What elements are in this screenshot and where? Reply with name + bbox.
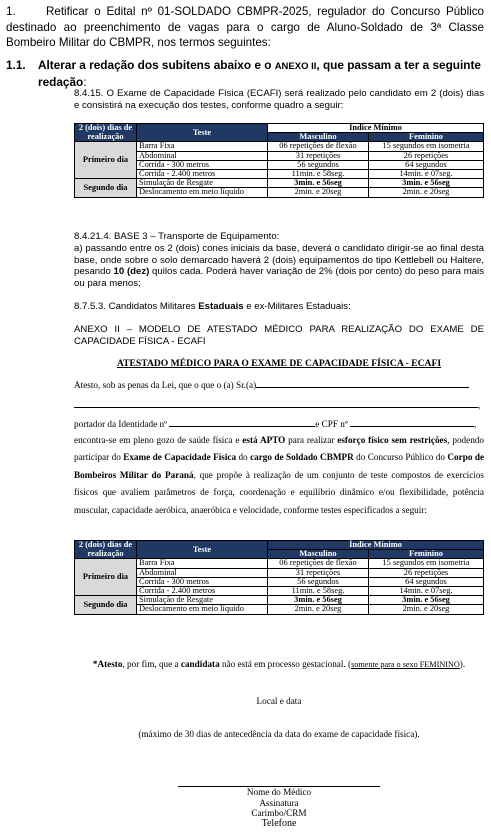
test-name: Barra Fixa — [137, 142, 268, 151]
male-value: 3min. e 56seg — [268, 596, 369, 605]
item-body: a) passando entre os 2 (dois) cones iniciais da base, deverá o candidato dirigir-se ao final desta base, onde sobre o solo demarcado haverá 2 (dois) equipamentos do tipo Kettlebell ou Haltere, pesando — [74, 242, 484, 278]
male-value: 3min. e 56seg — [268, 179, 369, 188]
day-1-label: Primeiro dia — [75, 142, 137, 179]
test-name: Corrida - 2.400 metros — [137, 170, 268, 179]
atestado-body — [74, 432, 484, 519]
paragraph-1 — [6, 4, 484, 51]
cpf-blank — [350, 417, 477, 429]
female-value: 64 segundos — [369, 577, 484, 586]
atestado-heading: ATESTADO MÉDICO PARA O EXAME DE CAPACIDADE FÍSICA - ECAFI — [116, 358, 442, 369]
female-value: 14min. e 07seg. — [369, 587, 484, 596]
test-name: Deslocamento em meio líquido — [137, 188, 268, 197]
section-1-1 — [6, 58, 484, 90]
comma: , — [478, 400, 481, 410]
section-text-c: : — [83, 74, 87, 89]
gestational-note — [74, 657, 484, 673]
atestado-line-1 — [74, 378, 484, 394]
item-title: 8.4.21.4. BASE 3 – Transporte de Equipamento: — [74, 231, 280, 242]
section-anexo: ANEXO II — [274, 61, 317, 72]
day-2-label: Segundo dia — [75, 596, 137, 614]
female-value: 2min. e 20seg — [369, 605, 484, 614]
identity-blank — [169, 417, 315, 427]
item-8-7-5-3 — [74, 301, 484, 313]
male-value: 56 segundos — [268, 160, 369, 169]
header-days: 2 (dois) dias de realização — [75, 124, 137, 142]
test-name: Corrida - 2.400 metros — [137, 587, 268, 596]
header-index: Índice Mínimo — [268, 124, 484, 133]
test-name: Corrida - 300 metros — [137, 160, 268, 169]
note-underline: somente para o sexo FEMININO — [351, 660, 460, 669]
section-text-a: Alterar a redação dos subitens abaixo e o — [38, 58, 275, 72]
cpf-label: e CPF nº — [315, 419, 348, 429]
section-text-b: , que passam a ter a seguinte redação — [38, 58, 481, 89]
female-value: 15 segundos em isometria — [369, 559, 484, 568]
doctor-name-label: Nome do Médico — [246, 787, 312, 797]
test-name: Abdominal — [137, 568, 268, 577]
male-value: 2min. e 20seg — [268, 605, 369, 614]
header-test: Teste — [137, 541, 268, 559]
body-text: , que propõe à realização de um conjunto de teste compostos de exercícios físicos que avaliem parâmetros de força, coordenação e equilíbrio dinâmico e/ou flexibilidade, potência muscular, capacidade aeróbica, anaeróbica e velocidade, conforme testes especificados a seguir: — [74, 469, 485, 515]
anexo-title: ANEXO II – MODELO DE ATESTADO MÉDICO PARA REALIZAÇÃO DO EXAME DE CAPACIDADE FÍSICA - ECAFI — [74, 324, 484, 347]
female-value: 15 segundos em isometria — [369, 142, 484, 151]
note-bold-candidata: candidata — [180, 659, 220, 669]
atestado-line-2 — [74, 398, 484, 414]
identity-label: portador da Identidade nº — [74, 419, 167, 429]
name-blank-line — [256, 378, 469, 388]
comma: , — [473, 419, 477, 429]
test-name: Deslocamento em meio líquido — [137, 605, 268, 614]
note-text: , por fim, que a — [122, 659, 181, 669]
capacity-table-2 — [74, 540, 484, 615]
section-number: 1.1. — [6, 58, 26, 72]
female-value: 14min. e 07seg. — [369, 170, 484, 179]
note-text: ). — [459, 659, 466, 669]
item-body-bold: 10 (dez) — [113, 266, 150, 278]
test-name: Barra Fixa — [137, 559, 268, 568]
paragraph-number: 1. — [6, 5, 16, 18]
body-bold-corpo: Corpo de Bombeiros Militar do Paraná — [74, 452, 485, 480]
body-bold-cargo: cargo de Soldado CBMPR — [250, 452, 354, 463]
note-bold-atesto: *Atesto — [92, 659, 123, 669]
header-male: Masculino — [268, 133, 369, 142]
female-value: 64 segundos — [369, 160, 484, 169]
item-8-4-21-4 — [74, 231, 484, 290]
body-text: , podendo participar do — [74, 435, 485, 463]
male-value: 11min. e 58seg. — [268, 587, 369, 596]
test-name: Simulação de Resgate — [137, 179, 268, 188]
male-value: 06 repetições de flexão — [268, 142, 369, 151]
item-text-bold: Estaduais — [198, 301, 244, 312]
female-value: 3min. e 56seg — [369, 179, 484, 188]
item-8-4-15: 8.4.15. O Exame de Capacidade Física (ECAFI) será realizado pelo candidato em 2 (dois) dias e consistirá na execução dos testes, conforme quadro a seguir: — [74, 88, 484, 111]
item-text-end: e ex-Militares Estaduais: — [243, 301, 351, 312]
body-text: encontra-se em pleno gozo de saúde física e — [74, 435, 243, 445]
body-bold-apto: está APTO — [242, 435, 286, 445]
female-value: 26 repetições — [369, 568, 484, 577]
item-text: 8.7.5.3. Candidatos Militares — [74, 301, 199, 312]
header-female: Feminino — [369, 133, 484, 142]
female-value: 3min. e 56seg — [369, 596, 484, 605]
atestado-line-3 — [74, 417, 484, 433]
local-date: Local e data — [256, 696, 302, 706]
header-test: Teste — [137, 124, 268, 142]
note-text: não está em processo gestacional. ( — [219, 659, 352, 669]
test-name: Corrida - 300 metros — [137, 577, 268, 586]
signature-label: Assinatura — [259, 797, 299, 808]
atestado-text: Atesto, sob as penas da Lei, que o que o (a) Sr.(a) — [74, 380, 257, 390]
male-value: 11min. e 58seg. — [268, 170, 369, 179]
phone-label: Telefone — [261, 817, 297, 829]
paragraph-text: Retificar o Edital nº 01-SOLDADO CBMPR-2025, regulador do Concurso Público destinado ao preenchimento de vagas para o cargo de Aluno-Soldado de 3ª Classe Bombeiro Militar do CBMPR, nos termos seguintes: — [6, 5, 484, 50]
name-blank-line-2 — [74, 398, 481, 410]
test-name: Abdominal — [137, 151, 268, 160]
max-days-note: (máximo de 30 dias de antecedência da data do exame de capacidade física). — [138, 729, 420, 739]
body-bold-esforco: esforço físico sem restrições — [337, 435, 448, 445]
male-value: 56 segundos — [268, 577, 369, 586]
male-value: 06 repetições de flexão — [268, 559, 369, 568]
day-2-label: Segundo dia — [75, 179, 137, 197]
stamp-crm-label: Carimbo/CRM — [251, 808, 307, 819]
capacity-table-1 — [74, 123, 484, 198]
male-value: 2min. e 20seg — [268, 188, 369, 197]
header-days: 2 (dois) dias de realização — [75, 541, 137, 559]
body-bold-exame: Exame de Capacidade Física — [123, 452, 237, 463]
header-index: Índice Mínimo — [268, 541, 484, 550]
male-value: 31 repetições — [268, 568, 369, 577]
header-male: Masculino — [268, 550, 369, 559]
test-name: Simulação de Resgate — [137, 596, 268, 605]
body-text: do Concurso Público do — [353, 452, 448, 463]
body-text: para realizar — [285, 435, 338, 445]
male-value: 31 repetições — [268, 151, 369, 160]
female-value: 26 repetições — [369, 151, 484, 160]
body-text: do — [236, 452, 251, 463]
day-1-label: Primeiro dia — [75, 559, 137, 596]
header-female: Feminino — [369, 550, 484, 559]
female-value: 2min. e 20seg — [369, 188, 484, 197]
item-body-end: quilos cada. Poderá haver variação de 2% (dois por cento) do peso para mais ou para menos; — [74, 266, 484, 290]
signature-block — [74, 787, 484, 829]
